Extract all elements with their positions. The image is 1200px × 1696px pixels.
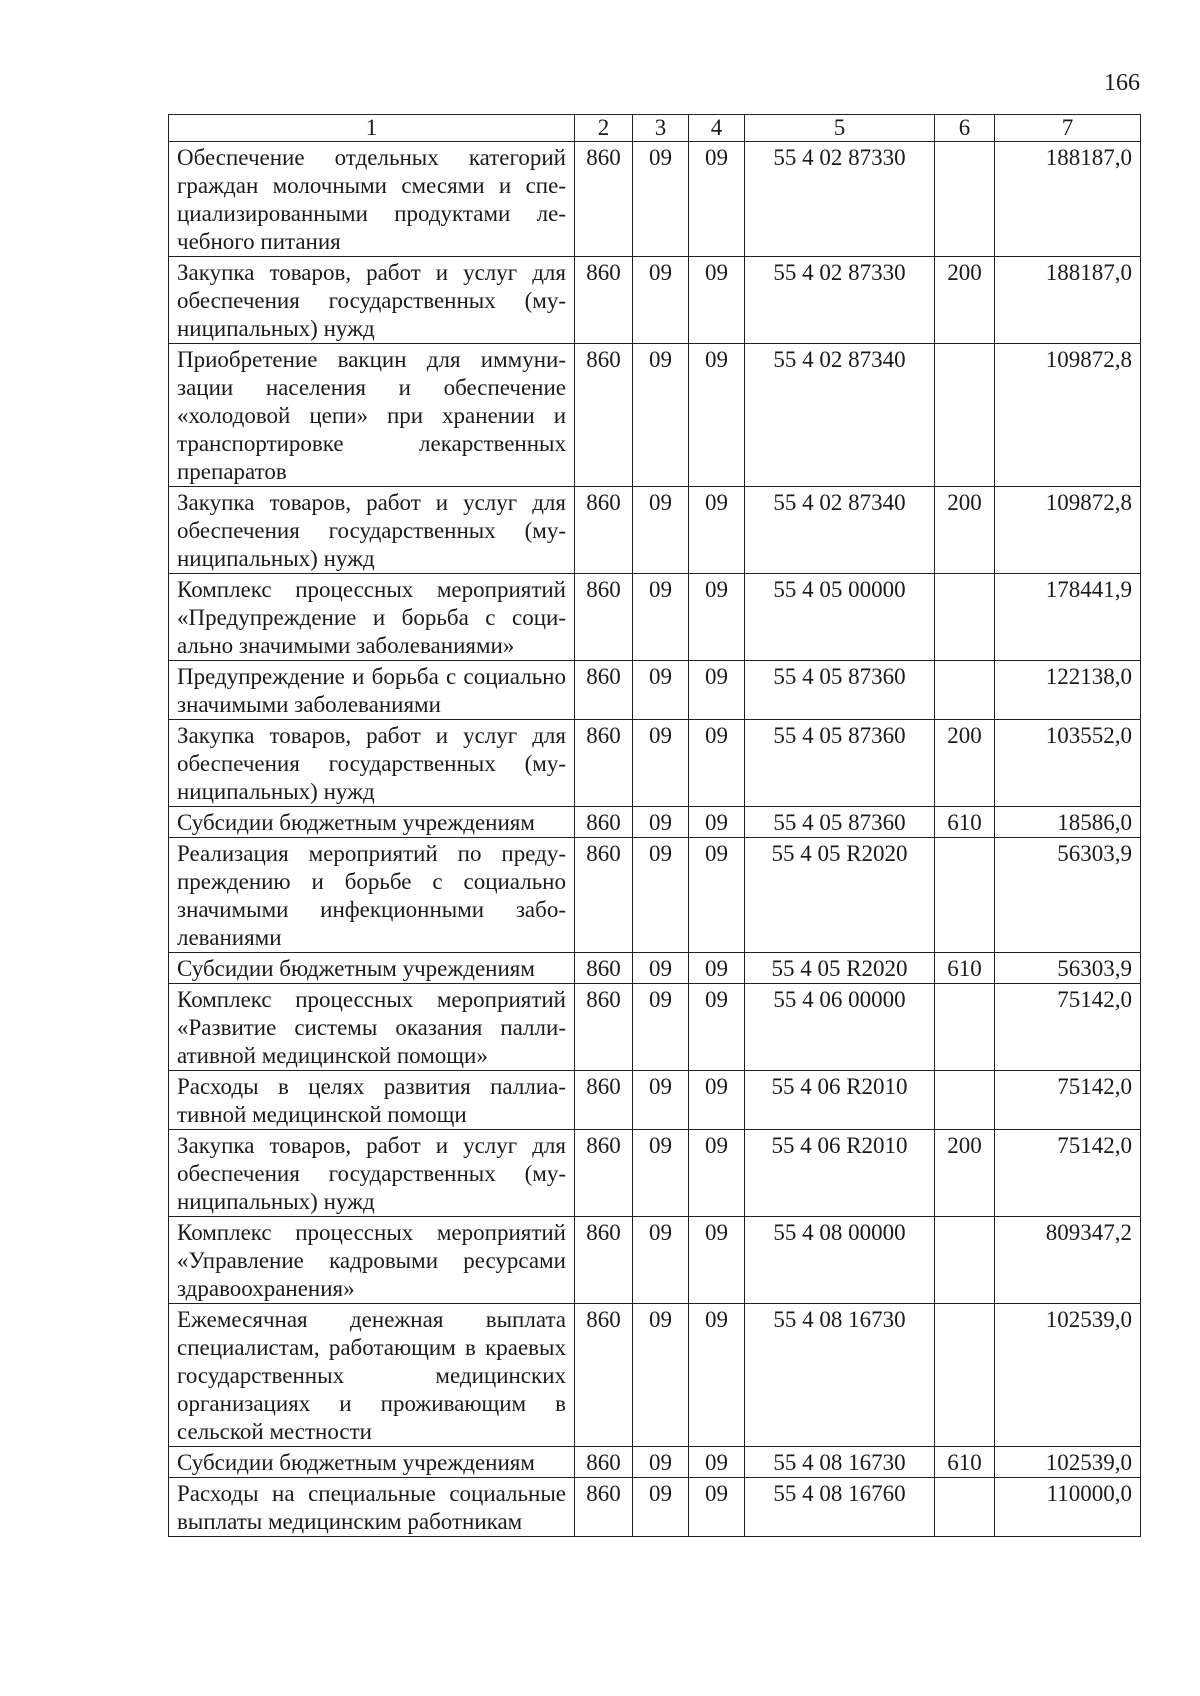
amount-cell: 56303,9	[995, 838, 1141, 953]
section-cell: 09	[633, 1478, 689, 1537]
subsection-cell: 09	[689, 1304, 745, 1447]
table-row	[169, 838, 1141, 953]
subsection-cell: 09	[689, 984, 745, 1071]
column-header: 3	[633, 115, 689, 142]
expense-type-cell	[935, 574, 995, 661]
table-row	[169, 720, 1141, 807]
table-row	[169, 1478, 1141, 1537]
subsection-cell: 09	[689, 661, 745, 720]
target-article-cell: 55 4 05 87360	[745, 807, 935, 838]
target-article-cell: 55 4 06 00000	[745, 984, 935, 1071]
table-row	[169, 984, 1141, 1071]
amount-cell: 110000,0	[995, 1478, 1141, 1537]
grbs-cell: 860	[575, 838, 633, 953]
expense-type-cell: 610	[935, 1447, 995, 1478]
expense-name-cell: Закупка товаров, работ и услуг для обеспечения государственных (муниципальных) нужд	[169, 1130, 575, 1217]
target-article-cell: 55 4 02 87330	[745, 142, 935, 257]
subsection-cell: 09	[689, 487, 745, 574]
amount-cell: 103552,0	[995, 720, 1141, 807]
expense-type-cell	[935, 1478, 995, 1537]
target-article-cell: 55 4 06 R2010	[745, 1071, 935, 1130]
grbs-cell: 860	[575, 142, 633, 257]
subsection-cell: 09	[689, 953, 745, 984]
amount-cell: 109872,8	[995, 487, 1141, 574]
expense-name-cell: Субсидии бюджетным учреждениям	[169, 807, 575, 838]
grbs-cell: 860	[575, 807, 633, 838]
expense-type-cell	[935, 838, 995, 953]
amount-cell: 109872,8	[995, 344, 1141, 487]
section-cell: 09	[633, 574, 689, 661]
section-cell: 09	[633, 487, 689, 574]
subsection-cell: 09	[689, 1478, 745, 1537]
expense-name-cell: Ежемесячная денежная выплата специалистам, работающим в краевых государственных медицинских организациях и проживающим в сельской местности	[169, 1304, 575, 1447]
section-cell: 09	[633, 1130, 689, 1217]
section-cell: 09	[633, 984, 689, 1071]
amount-cell: 75142,0	[995, 984, 1141, 1071]
table-row	[169, 1071, 1141, 1130]
amount-cell: 102539,0	[995, 1304, 1141, 1447]
grbs-cell: 860	[575, 720, 633, 807]
expense-name-cell: Комплекс процессных мероприятий «Развитие системы оказания паллиативной медицинской помощи»	[169, 984, 575, 1071]
table-row	[169, 1130, 1141, 1217]
expense-type-cell: 200	[935, 257, 995, 344]
grbs-cell: 860	[575, 1071, 633, 1130]
column-header: 4	[689, 115, 745, 142]
expense-type-cell	[935, 661, 995, 720]
grbs-cell: 860	[575, 984, 633, 1071]
expense-name-cell: Предупреждение и борьба с социально значимыми заболеваниями	[169, 661, 575, 720]
subsection-cell: 09	[689, 720, 745, 807]
expense-name-cell: Расходы на специальные социальные выплаты медицинским работникам	[169, 1478, 575, 1537]
target-article-cell: 55 4 05 00000	[745, 574, 935, 661]
expense-name-cell: Закупка товаров, работ и услуг для обеспечения государственных (муниципальных) нужд	[169, 257, 575, 344]
subsection-cell: 09	[689, 142, 745, 257]
section-cell: 09	[633, 1071, 689, 1130]
target-article-cell: 55 4 05 R2020	[745, 953, 935, 984]
grbs-cell: 860	[575, 344, 633, 487]
target-article-cell: 55 4 05 87360	[745, 661, 935, 720]
grbs-cell: 860	[575, 1478, 633, 1537]
target-article-cell: 55 4 02 87340	[745, 344, 935, 487]
subsection-cell: 09	[689, 1130, 745, 1217]
expense-type-cell: 610	[935, 953, 995, 984]
grbs-cell: 860	[575, 257, 633, 344]
expense-name-cell: Приобретение вакцин для иммунизации населения и обеспечение «холодовой цепи» при хранении и транспортировке лекарственных препаратов	[169, 344, 575, 487]
subsection-cell: 09	[689, 1071, 745, 1130]
column-header: 2	[575, 115, 633, 142]
amount-cell: 75142,0	[995, 1130, 1141, 1217]
section-cell: 09	[633, 344, 689, 487]
subsection-cell: 09	[689, 807, 745, 838]
amount-cell: 102539,0	[995, 1447, 1141, 1478]
table-row	[169, 344, 1141, 487]
target-article-cell: 55 4 08 16730	[745, 1447, 935, 1478]
table-row	[169, 807, 1141, 838]
section-cell: 09	[633, 838, 689, 953]
expense-type-cell: 610	[935, 807, 995, 838]
section-cell: 09	[633, 257, 689, 344]
target-article-cell: 55 4 05 R2020	[745, 838, 935, 953]
expense-type-cell	[935, 1217, 995, 1304]
expense-name-cell: Комплекс процессных мероприятий «Предупреждение и борьба с социально значимыми заболеваниями»	[169, 574, 575, 661]
target-article-cell: 55 4 08 16760	[745, 1478, 935, 1537]
table-row	[169, 574, 1141, 661]
expense-type-cell: 200	[935, 487, 995, 574]
column-header: 1	[169, 115, 575, 142]
target-article-cell: 55 4 02 87330	[745, 257, 935, 344]
target-article-cell: 55 4 08 16730	[745, 1304, 935, 1447]
expense-name-cell: Обеспечение отдельных категорий граждан молочными смесями и специализированными продуктами лечебного питания	[169, 142, 575, 257]
table-row	[169, 487, 1141, 574]
subsection-cell: 09	[689, 838, 745, 953]
amount-cell: 122138,0	[995, 661, 1141, 720]
expense-type-cell: 200	[935, 1130, 995, 1217]
subsection-cell: 09	[689, 574, 745, 661]
expense-name-cell: Комплекс процессных мероприятий «Управление кадровыми ресурсами здравоохранения»	[169, 1217, 575, 1304]
amount-cell: 56303,9	[995, 953, 1141, 984]
section-cell: 09	[633, 142, 689, 257]
subsection-cell: 09	[689, 257, 745, 344]
section-cell: 09	[633, 661, 689, 720]
expense-name-cell: Субсидии бюджетным учреждениям	[169, 1447, 575, 1478]
expense-name-cell: Субсидии бюджетным учреждениям	[169, 953, 575, 984]
budget-table	[168, 114, 1141, 1537]
section-cell: 09	[633, 1304, 689, 1447]
expense-type-cell	[935, 142, 995, 257]
amount-cell: 75142,0	[995, 1071, 1141, 1130]
amount-cell: 178441,9	[995, 574, 1141, 661]
expense-type-cell	[935, 1071, 995, 1130]
expense-type-cell	[935, 344, 995, 487]
grbs-cell: 860	[575, 1304, 633, 1447]
target-article-cell: 55 4 02 87340	[745, 487, 935, 574]
expense-name-cell: Закупка товаров, работ и услуг для обеспечения государственных (муниципальных) нужд	[169, 487, 575, 574]
column-header: 5	[745, 115, 935, 142]
expense-type-cell: 200	[935, 720, 995, 807]
subsection-cell: 09	[689, 1447, 745, 1478]
expense-name-cell: Расходы в целях развития паллиативной медицинской помощи	[169, 1071, 575, 1130]
column-header: 6	[935, 115, 995, 142]
grbs-cell: 860	[575, 574, 633, 661]
expense-name-cell: Закупка товаров, работ и услуг для обеспечения государственных (муниципальных) нужд	[169, 720, 575, 807]
target-article-cell: 55 4 08 00000	[745, 1217, 935, 1304]
section-cell: 09	[633, 807, 689, 838]
column-header: 7	[995, 115, 1141, 142]
amount-cell: 18586,0	[995, 807, 1141, 838]
subsection-cell: 09	[689, 1217, 745, 1304]
section-cell: 09	[633, 953, 689, 984]
subsection-cell: 09	[689, 344, 745, 487]
section-cell: 09	[633, 1217, 689, 1304]
grbs-cell: 860	[575, 487, 633, 574]
expense-type-cell	[935, 984, 995, 1071]
table-row	[169, 1217, 1141, 1304]
amount-cell: 188187,0	[995, 257, 1141, 344]
section-cell: 09	[633, 720, 689, 807]
amount-cell: 809347,2	[995, 1217, 1141, 1304]
grbs-cell: 860	[575, 1130, 633, 1217]
target-article-cell: 55 4 05 87360	[745, 720, 935, 807]
table-row	[169, 257, 1141, 344]
table-row	[169, 142, 1141, 257]
table-row	[169, 1304, 1141, 1447]
table-row	[169, 1447, 1141, 1478]
grbs-cell: 860	[575, 1447, 633, 1478]
target-article-cell: 55 4 06 R2010	[745, 1130, 935, 1217]
grbs-cell: 860	[575, 661, 633, 720]
expense-name-cell: Реализация мероприятий по предупреждению и борьбе с социально значимыми инфекционными заболеваниями	[169, 838, 575, 953]
table-row	[169, 661, 1141, 720]
grbs-cell: 860	[575, 1217, 633, 1304]
amount-cell: 188187,0	[995, 142, 1141, 257]
section-cell: 09	[633, 1447, 689, 1478]
page-number: 166	[1104, 70, 1140, 96]
grbs-cell: 860	[575, 953, 633, 984]
table-header-row	[169, 115, 1141, 142]
expense-type-cell	[935, 1304, 995, 1447]
table-row	[169, 953, 1141, 984]
